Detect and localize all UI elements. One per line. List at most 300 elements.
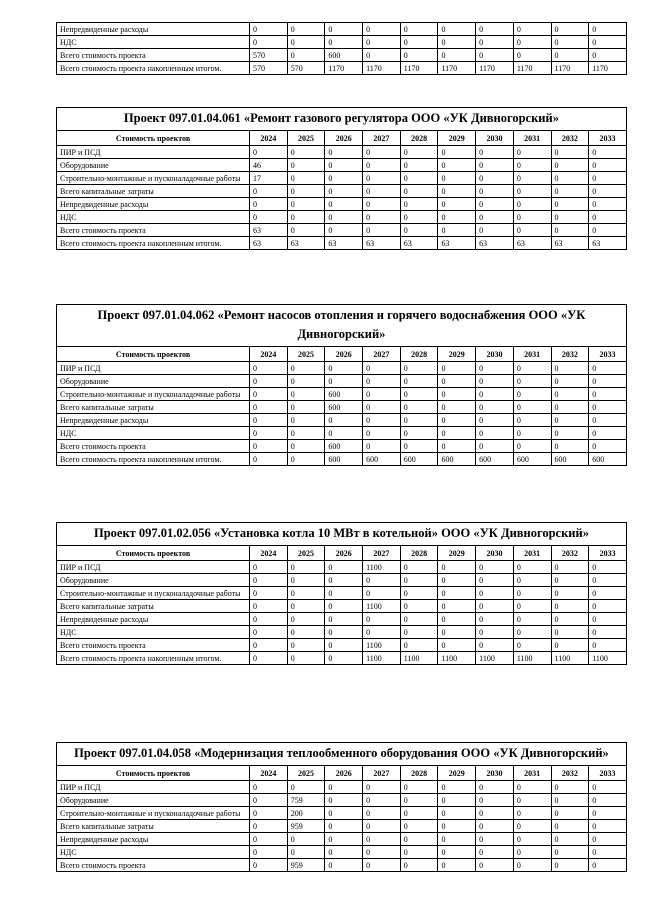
value-cell: 600 bbox=[363, 453, 401, 466]
value-cell: 0 bbox=[589, 49, 627, 62]
table-row bbox=[57, 440, 627, 453]
value-cell: 0 bbox=[513, 224, 551, 237]
row-label: ПИР и ПСД bbox=[57, 146, 250, 159]
table-row bbox=[57, 561, 627, 574]
value-cell: 0 bbox=[250, 794, 288, 807]
value-cell: 0 bbox=[438, 49, 476, 62]
value-cell: 0 bbox=[551, 859, 589, 872]
value-cell: 0 bbox=[250, 146, 288, 159]
value-cell: 0 bbox=[589, 859, 627, 872]
value-cell: 759 bbox=[287, 794, 325, 807]
value-cell: 1100 bbox=[551, 652, 589, 665]
value-cell: 0 bbox=[476, 414, 514, 427]
value-cell: 0 bbox=[589, 626, 627, 639]
table-section bbox=[56, 304, 626, 466]
value-cell: 600 bbox=[513, 453, 551, 466]
value-cell: 0 bbox=[250, 375, 288, 388]
value-cell: 0 bbox=[400, 427, 438, 440]
value-cell: 0 bbox=[363, 185, 401, 198]
value-cell: 0 bbox=[250, 833, 288, 846]
value-cell: 0 bbox=[400, 574, 438, 587]
value-cell: 0 bbox=[400, 859, 438, 872]
value-cell: 0 bbox=[325, 781, 363, 794]
value-cell: 0 bbox=[325, 427, 363, 440]
value-cell: 0 bbox=[325, 414, 363, 427]
table-row bbox=[57, 781, 627, 794]
value-cell: 0 bbox=[400, 224, 438, 237]
value-cell: 0 bbox=[589, 185, 627, 198]
value-cell: 0 bbox=[325, 859, 363, 872]
table-row bbox=[57, 414, 627, 427]
value-cell: 0 bbox=[325, 375, 363, 388]
table-section bbox=[56, 522, 626, 665]
table-row bbox=[57, 652, 627, 665]
table-row bbox=[57, 185, 627, 198]
value-cell: 0 bbox=[513, 587, 551, 600]
value-cell: 0 bbox=[513, 846, 551, 859]
table-row bbox=[57, 62, 627, 75]
header-cell-year: 2027 bbox=[363, 766, 401, 781]
value-cell: 0 bbox=[250, 639, 288, 652]
header-cell-label: Стоимость проектов bbox=[57, 766, 250, 781]
value-cell: 0 bbox=[363, 414, 401, 427]
value-cell: 0 bbox=[325, 820, 363, 833]
project-title: Проект 097.01.04.061 «Ремонт газового регулятора ООО «УК Дивногорский» bbox=[57, 108, 627, 131]
table-row bbox=[57, 375, 627, 388]
value-cell: 0 bbox=[476, 807, 514, 820]
row-label: Всего капитальные затраты bbox=[57, 185, 250, 198]
table-row bbox=[57, 224, 627, 237]
value-cell: 0 bbox=[438, 185, 476, 198]
value-cell: 0 bbox=[250, 626, 288, 639]
value-cell: 0 bbox=[589, 820, 627, 833]
value-cell: 0 bbox=[325, 574, 363, 587]
value-cell: 0 bbox=[325, 211, 363, 224]
value-cell: 0 bbox=[250, 362, 288, 375]
value-cell: 0 bbox=[400, 49, 438, 62]
row-label: Строительно-монтажные и пусконаладочные работы bbox=[57, 807, 250, 820]
value-cell: 0 bbox=[551, 587, 589, 600]
table-row bbox=[57, 587, 627, 600]
value-cell: 0 bbox=[551, 626, 589, 639]
value-cell: 0 bbox=[476, 794, 514, 807]
row-label: ПИР и ПСД bbox=[57, 781, 250, 794]
value-cell: 0 bbox=[400, 626, 438, 639]
value-cell: 0 bbox=[363, 224, 401, 237]
project-table bbox=[56, 304, 627, 466]
row-label: Всего стоимость проекта накопленным итогом. bbox=[57, 237, 250, 250]
value-cell: 0 bbox=[250, 652, 288, 665]
value-cell: 1100 bbox=[363, 561, 401, 574]
value-cell: 0 bbox=[250, 859, 288, 872]
value-cell: 0 bbox=[513, 639, 551, 652]
value-cell: 600 bbox=[551, 453, 589, 466]
row-label: Всего стоимость проекта bbox=[57, 859, 250, 872]
value-cell: 0 bbox=[287, 652, 325, 665]
table-row bbox=[57, 613, 627, 626]
table-header-row bbox=[57, 766, 627, 781]
value-cell: 0 bbox=[589, 440, 627, 453]
value-cell: 600 bbox=[325, 401, 363, 414]
value-cell: 0 bbox=[438, 807, 476, 820]
value-cell: 0 bbox=[438, 198, 476, 211]
row-label: ПИР и ПСД bbox=[57, 561, 250, 574]
row-label: Всего капитальные затраты bbox=[57, 600, 250, 613]
value-cell: 0 bbox=[363, 401, 401, 414]
value-cell: 0 bbox=[551, 224, 589, 237]
table-row bbox=[57, 401, 627, 414]
value-cell: 0 bbox=[589, 833, 627, 846]
value-cell: 0 bbox=[551, 833, 589, 846]
value-cell: 0 bbox=[513, 561, 551, 574]
row-label: Оборудование bbox=[57, 574, 250, 587]
header-cell-label: Стоимость проектов bbox=[57, 131, 250, 146]
value-cell: 0 bbox=[551, 36, 589, 49]
value-cell: 0 bbox=[250, 587, 288, 600]
table-row bbox=[57, 639, 627, 652]
value-cell: 0 bbox=[250, 440, 288, 453]
value-cell: 0 bbox=[287, 453, 325, 466]
value-cell: 0 bbox=[551, 820, 589, 833]
value-cell: 0 bbox=[476, 159, 514, 172]
value-cell: 0 bbox=[363, 211, 401, 224]
value-cell: 0 bbox=[400, 36, 438, 49]
header-cell-year: 2024 bbox=[250, 766, 288, 781]
value-cell: 959 bbox=[287, 820, 325, 833]
header-cell-year: 2032 bbox=[551, 131, 589, 146]
value-cell: 0 bbox=[476, 440, 514, 453]
value-cell: 0 bbox=[476, 639, 514, 652]
value-cell: 0 bbox=[400, 388, 438, 401]
value-cell: 1170 bbox=[589, 62, 627, 75]
value-cell: 0 bbox=[287, 440, 325, 453]
row-label: Непредвиденные расходы bbox=[57, 23, 250, 36]
table-row bbox=[57, 574, 627, 587]
value-cell: 0 bbox=[287, 639, 325, 652]
header-cell-year: 2027 bbox=[363, 347, 401, 362]
value-cell: 600 bbox=[325, 440, 363, 453]
header-cell-year: 2033 bbox=[589, 347, 627, 362]
row-label: Оборудование bbox=[57, 375, 250, 388]
value-cell: 0 bbox=[476, 846, 514, 859]
header-cell-year: 2031 bbox=[513, 546, 551, 561]
value-cell: 0 bbox=[250, 846, 288, 859]
value-cell: 0 bbox=[438, 794, 476, 807]
value-cell: 0 bbox=[551, 375, 589, 388]
value-cell: 0 bbox=[589, 414, 627, 427]
value-cell: 570 bbox=[250, 49, 288, 62]
value-cell: 0 bbox=[325, 833, 363, 846]
row-label: Всего капитальные затраты bbox=[57, 401, 250, 414]
project-title: Проект 097.01.02.056 «Установка котла 10 МВт в котельной» ООО «УК Дивногорский» bbox=[57, 523, 627, 546]
value-cell: 0 bbox=[250, 401, 288, 414]
value-cell: 0 bbox=[513, 820, 551, 833]
table-row bbox=[57, 237, 627, 250]
value-cell: 0 bbox=[363, 362, 401, 375]
header-cell-year: 2032 bbox=[551, 766, 589, 781]
value-cell: 0 bbox=[589, 172, 627, 185]
header-cell-year: 2028 bbox=[400, 131, 438, 146]
project-table bbox=[56, 22, 627, 75]
header-cell-year: 2025 bbox=[287, 766, 325, 781]
value-cell: 0 bbox=[325, 172, 363, 185]
value-cell: 1100 bbox=[438, 652, 476, 665]
value-cell: 0 bbox=[589, 613, 627, 626]
header-cell-year: 2029 bbox=[438, 347, 476, 362]
header-cell-year: 2033 bbox=[589, 131, 627, 146]
header-cell-year: 2030 bbox=[476, 546, 514, 561]
value-cell: 63 bbox=[363, 237, 401, 250]
value-cell: 0 bbox=[287, 401, 325, 414]
value-cell: 63 bbox=[250, 237, 288, 250]
value-cell: 0 bbox=[287, 414, 325, 427]
value-cell: 0 bbox=[400, 23, 438, 36]
row-label: НДС bbox=[57, 427, 250, 440]
value-cell: 0 bbox=[589, 401, 627, 414]
value-cell: 1100 bbox=[513, 652, 551, 665]
value-cell: 0 bbox=[551, 781, 589, 794]
value-cell: 0 bbox=[287, 600, 325, 613]
value-cell: 0 bbox=[325, 224, 363, 237]
value-cell: 0 bbox=[363, 820, 401, 833]
value-cell: 0 bbox=[325, 600, 363, 613]
value-cell: 0 bbox=[400, 375, 438, 388]
value-cell: 0 bbox=[250, 23, 288, 36]
value-cell: 0 bbox=[551, 211, 589, 224]
value-cell: 0 bbox=[476, 36, 514, 49]
value-cell: 0 bbox=[287, 375, 325, 388]
value-cell: 0 bbox=[513, 49, 551, 62]
value-cell: 0 bbox=[513, 440, 551, 453]
table-row bbox=[57, 172, 627, 185]
value-cell: 0 bbox=[363, 375, 401, 388]
table-row bbox=[57, 453, 627, 466]
value-cell: 0 bbox=[363, 833, 401, 846]
header-cell-year: 2033 bbox=[589, 766, 627, 781]
value-cell: 63 bbox=[513, 237, 551, 250]
value-cell: 0 bbox=[589, 23, 627, 36]
value-cell: 0 bbox=[438, 23, 476, 36]
value-cell: 0 bbox=[250, 388, 288, 401]
value-cell: 0 bbox=[363, 794, 401, 807]
value-cell: 0 bbox=[400, 561, 438, 574]
value-cell: 0 bbox=[551, 146, 589, 159]
table-row bbox=[57, 362, 627, 375]
value-cell: 0 bbox=[400, 172, 438, 185]
row-label: НДС bbox=[57, 36, 250, 49]
value-cell: 0 bbox=[551, 639, 589, 652]
value-cell: 0 bbox=[551, 427, 589, 440]
value-cell: 0 bbox=[513, 859, 551, 872]
table-title-row bbox=[57, 743, 627, 766]
value-cell: 0 bbox=[476, 388, 514, 401]
value-cell: 0 bbox=[513, 794, 551, 807]
header-cell-year: 2030 bbox=[476, 131, 514, 146]
value-cell: 0 bbox=[513, 23, 551, 36]
value-cell: 0 bbox=[325, 198, 363, 211]
value-cell: 0 bbox=[287, 626, 325, 639]
header-cell-year: 2025 bbox=[287, 546, 325, 561]
project-title: Проект 097.01.04.058 «Модернизация теплообменного оборудования ООО «УК Дивногорский» bbox=[57, 743, 627, 766]
value-cell: 0 bbox=[589, 146, 627, 159]
value-cell: 1170 bbox=[476, 62, 514, 75]
value-cell: 0 bbox=[287, 781, 325, 794]
value-cell: 0 bbox=[589, 781, 627, 794]
value-cell: 1100 bbox=[476, 652, 514, 665]
header-cell-year: 2028 bbox=[400, 347, 438, 362]
value-cell: 0 bbox=[250, 185, 288, 198]
value-cell: 0 bbox=[325, 146, 363, 159]
value-cell: 0 bbox=[513, 36, 551, 49]
value-cell: 0 bbox=[551, 49, 589, 62]
value-cell: 0 bbox=[438, 211, 476, 224]
value-cell: 0 bbox=[476, 401, 514, 414]
value-cell: 0 bbox=[438, 600, 476, 613]
row-label: Непредвиденные расходы bbox=[57, 414, 250, 427]
header-cell-year: 2027 bbox=[363, 546, 401, 561]
value-cell: 600 bbox=[325, 388, 363, 401]
value-cell: 0 bbox=[513, 600, 551, 613]
value-cell: 0 bbox=[325, 36, 363, 49]
row-label: Всего капитальные затраты bbox=[57, 820, 250, 833]
value-cell: 0 bbox=[438, 172, 476, 185]
value-cell: 0 bbox=[287, 146, 325, 159]
project-table bbox=[56, 742, 627, 872]
value-cell: 0 bbox=[551, 401, 589, 414]
header-cell-label: Стоимость проектов bbox=[57, 347, 250, 362]
value-cell: 0 bbox=[589, 574, 627, 587]
value-cell: 0 bbox=[287, 561, 325, 574]
value-cell: 1170 bbox=[400, 62, 438, 75]
value-cell: 0 bbox=[513, 833, 551, 846]
value-cell: 0 bbox=[438, 427, 476, 440]
header-cell-year: 2024 bbox=[250, 546, 288, 561]
value-cell: 1100 bbox=[363, 652, 401, 665]
value-cell: 0 bbox=[551, 561, 589, 574]
value-cell: 0 bbox=[551, 185, 589, 198]
value-cell: 0 bbox=[363, 859, 401, 872]
value-cell: 1100 bbox=[400, 652, 438, 665]
value-cell: 0 bbox=[438, 401, 476, 414]
value-cell: 0 bbox=[363, 172, 401, 185]
table-row bbox=[57, 198, 627, 211]
table-row bbox=[57, 211, 627, 224]
header-cell-year: 2031 bbox=[513, 131, 551, 146]
value-cell: 600 bbox=[438, 453, 476, 466]
value-cell: 0 bbox=[250, 36, 288, 49]
value-cell: 63 bbox=[589, 237, 627, 250]
row-label: Всего стоимость проекта накопленным итогом. bbox=[57, 453, 250, 466]
row-label: НДС bbox=[57, 846, 250, 859]
value-cell: 0 bbox=[513, 401, 551, 414]
value-cell: 0 bbox=[438, 587, 476, 600]
value-cell: 0 bbox=[287, 362, 325, 375]
value-cell: 0 bbox=[438, 613, 476, 626]
value-cell: 0 bbox=[438, 224, 476, 237]
row-label: Непредвиденные расходы bbox=[57, 833, 250, 846]
header-cell-year: 2031 bbox=[513, 766, 551, 781]
value-cell: 0 bbox=[250, 600, 288, 613]
row-label: Всего стоимость проекта накопленным итогом. bbox=[57, 652, 250, 665]
value-cell: 0 bbox=[476, 781, 514, 794]
value-cell: 0 bbox=[589, 600, 627, 613]
value-cell: 0 bbox=[363, 587, 401, 600]
value-cell: 0 bbox=[287, 427, 325, 440]
row-label: НДС bbox=[57, 626, 250, 639]
value-cell: 0 bbox=[287, 388, 325, 401]
value-cell: 0 bbox=[551, 600, 589, 613]
value-cell: 0 bbox=[363, 427, 401, 440]
value-cell: 0 bbox=[400, 414, 438, 427]
value-cell: 0 bbox=[363, 781, 401, 794]
row-label: Оборудование bbox=[57, 159, 250, 172]
value-cell: 0 bbox=[250, 211, 288, 224]
header-cell-year: 2032 bbox=[551, 347, 589, 362]
table-row bbox=[57, 49, 627, 62]
value-cell: 0 bbox=[287, 49, 325, 62]
value-cell: 0 bbox=[363, 626, 401, 639]
value-cell: 0 bbox=[438, 833, 476, 846]
value-cell: 0 bbox=[287, 198, 325, 211]
value-cell: 0 bbox=[363, 36, 401, 49]
header-cell-year: 2029 bbox=[438, 131, 476, 146]
value-cell: 0 bbox=[363, 440, 401, 453]
value-cell: 0 bbox=[438, 159, 476, 172]
value-cell: 17 bbox=[250, 172, 288, 185]
table-row bbox=[57, 23, 627, 36]
value-cell: 0 bbox=[551, 846, 589, 859]
value-cell: 0 bbox=[363, 846, 401, 859]
value-cell: 1170 bbox=[325, 62, 363, 75]
value-cell: 600 bbox=[476, 453, 514, 466]
value-cell: 0 bbox=[250, 427, 288, 440]
value-cell: 0 bbox=[250, 561, 288, 574]
value-cell: 0 bbox=[363, 574, 401, 587]
value-cell: 0 bbox=[400, 362, 438, 375]
value-cell: 0 bbox=[513, 414, 551, 427]
project-title: Проект 097.01.04.062 «Ремонт насосов отопления и горячего водоснабжения ООО «УК Дивногорский» bbox=[57, 305, 627, 347]
value-cell: 600 bbox=[325, 49, 363, 62]
value-cell: 0 bbox=[513, 198, 551, 211]
row-label: Оборудование bbox=[57, 794, 250, 807]
value-cell: 0 bbox=[400, 600, 438, 613]
table-row bbox=[57, 600, 627, 613]
value-cell: 0 bbox=[513, 807, 551, 820]
value-cell: 0 bbox=[476, 49, 514, 62]
row-label: Строительно-монтажные и пусконаладочные работы bbox=[57, 587, 250, 600]
table-row bbox=[57, 833, 627, 846]
value-cell: 0 bbox=[513, 388, 551, 401]
value-cell: 1170 bbox=[513, 62, 551, 75]
table-row bbox=[57, 159, 627, 172]
header-cell-year: 2028 bbox=[400, 766, 438, 781]
value-cell: 0 bbox=[589, 36, 627, 49]
value-cell: 0 bbox=[513, 574, 551, 587]
value-cell: 0 bbox=[551, 23, 589, 36]
value-cell: 0 bbox=[476, 362, 514, 375]
value-cell: 1100 bbox=[363, 639, 401, 652]
value-cell: 0 bbox=[287, 224, 325, 237]
value-cell: 0 bbox=[551, 414, 589, 427]
value-cell: 0 bbox=[476, 613, 514, 626]
value-cell: 63 bbox=[438, 237, 476, 250]
table-row bbox=[57, 626, 627, 639]
project-table bbox=[56, 107, 627, 250]
value-cell: 0 bbox=[363, 807, 401, 820]
value-cell: 0 bbox=[438, 846, 476, 859]
value-cell: 0 bbox=[551, 574, 589, 587]
header-cell-year: 2024 bbox=[250, 131, 288, 146]
